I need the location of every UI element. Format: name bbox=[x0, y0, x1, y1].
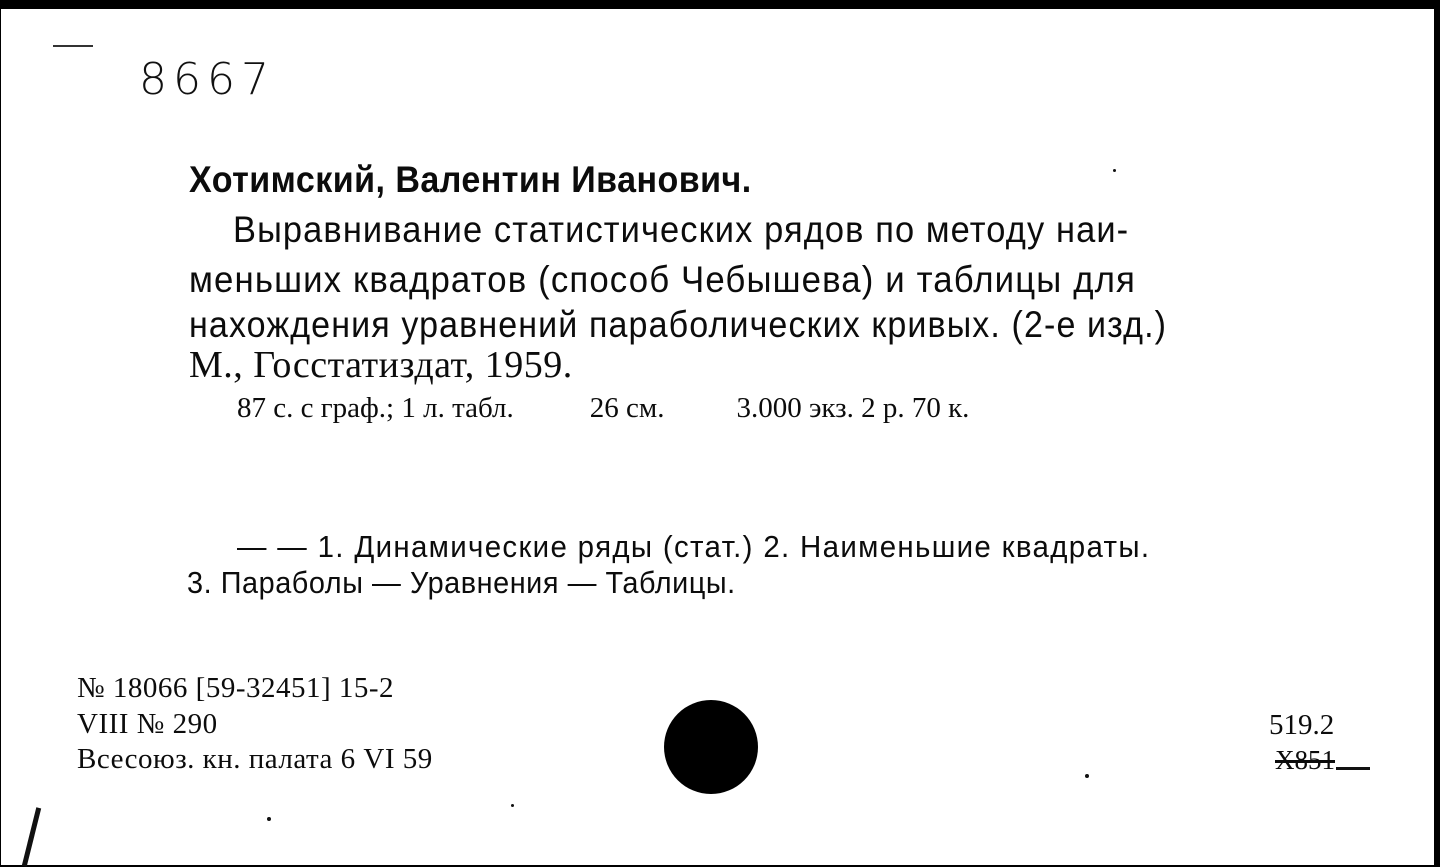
speck bbox=[1085, 774, 1089, 778]
collation-print-run-price: 3.000 экз. 2 р. 70 к. bbox=[736, 392, 970, 424]
record-number-line: № 18066 [59-32451] 15-2 bbox=[77, 672, 395, 704]
record-volume-line: VIII № 290 bbox=[77, 708, 218, 740]
speck bbox=[267, 817, 271, 821]
author-name: Хотимский, Валентин Иванович. bbox=[189, 159, 752, 200]
speck bbox=[511, 804, 514, 807]
corner-mark bbox=[53, 45, 93, 47]
speck bbox=[1113, 169, 1116, 172]
subject-headings-line-2: 3. Параболы — Уравнения — Таблицы. bbox=[187, 565, 736, 600]
title-line-2: меньших квадратов (способ Чебышева) и таблицы для bbox=[189, 259, 1137, 300]
title-line-1: Выравнивание статистических рядов по методу наи- bbox=[233, 209, 1130, 250]
collation-pages: 87 с. с граф.; 1 л. табл. bbox=[237, 392, 514, 424]
strike-line bbox=[1336, 767, 1370, 770]
subject-headings-line-1: — — 1. Динамические ряды (стат.) 2. Наименьшие квадраты. bbox=[237, 529, 1151, 564]
classification-crossed-out: Х851 bbox=[1275, 745, 1335, 775]
handwritten-number: 8667 bbox=[139, 54, 275, 105]
collation-size: 26 см. bbox=[589, 392, 665, 424]
record-chamber-line: Всесоюз. кн. палата 6 VI 59 bbox=[77, 743, 433, 775]
collation bbox=[237, 392, 969, 425]
punch-hole bbox=[664, 700, 758, 794]
imprint: М., Госстатиздат, 1959. bbox=[189, 344, 573, 386]
pen-mark bbox=[22, 807, 41, 866]
title-line-3: нахождения уравнений параболических кривых. (2-е изд.) bbox=[189, 304, 1168, 345]
classification-number: 519.2 bbox=[1269, 709, 1335, 741]
